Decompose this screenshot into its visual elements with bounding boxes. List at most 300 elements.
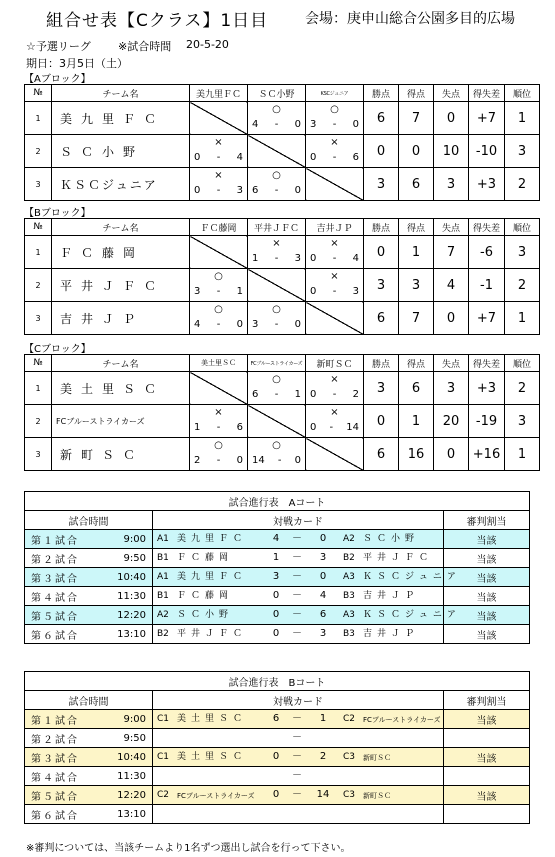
score-for: 0 <box>310 152 317 163</box>
match-row <box>25 530 530 549</box>
team-rank: 1 <box>505 302 540 335</box>
score-sep: - <box>332 119 337 130</box>
team1-name: ＦＣ藤岡 <box>177 591 234 601</box>
col-gd: 得失差 <box>469 85 505 102</box>
col-gd: 得失差 <box>469 355 505 372</box>
schedule-title: 試合進行表 Aコート <box>25 492 530 511</box>
block-table <box>24 84 540 201</box>
match-number: 第６試合 <box>25 805 103 824</box>
score-against: 0 <box>294 185 301 196</box>
schedule-table <box>24 671 530 824</box>
team-no: 3 <box>25 302 52 335</box>
score-for: 3 <box>252 319 259 330</box>
result-mark: × <box>214 407 223 418</box>
match-card <box>153 568 461 587</box>
result-mark: ○ <box>214 440 223 451</box>
team-row <box>25 135 540 168</box>
score-dash: － <box>292 628 302 639</box>
team1-score: 0 <box>272 609 280 620</box>
team-points: 6 <box>364 302 399 335</box>
team2-code: B3 <box>343 591 355 601</box>
team1-name: 平井ＪＦＣ <box>177 629 248 639</box>
score-dash: － <box>292 732 302 743</box>
team1-name: ＦＣ藤岡 <box>177 553 234 563</box>
venue-label: 会場：庚申山総合公園多目的広場 <box>305 11 515 27</box>
team-gd: -10 <box>469 135 505 168</box>
self-match-cell <box>190 102 248 135</box>
team2-name: 平井ＪＦＣ <box>363 553 434 563</box>
col-ga: 失点 <box>434 85 469 102</box>
score-sep: - <box>332 286 337 297</box>
team-row <box>25 372 540 405</box>
score-against: 4 <box>236 152 243 163</box>
result-mark: × <box>330 238 339 249</box>
team-gf: 3 <box>399 269 434 302</box>
score-against: 4 <box>352 253 359 264</box>
result-mark: ○ <box>272 104 281 115</box>
team2-score: 0 <box>319 533 327 544</box>
score-dash: － <box>292 751 302 762</box>
score-against: 1 <box>236 286 243 297</box>
header-ref: 審判割当 <box>444 511 530 530</box>
col-opponent: 新町ＳＣ <box>306 355 364 372</box>
team2-code: B3 <box>343 629 355 639</box>
result-mark: ○ <box>272 304 281 315</box>
team-ga: 7 <box>434 236 469 269</box>
score-for: 1 <box>194 422 201 433</box>
team2-score: 0 <box>319 571 327 582</box>
referee: 当該 <box>444 606 530 625</box>
col-no: № <box>25 85 52 102</box>
self-match-cell <box>306 168 364 201</box>
match-card <box>153 805 444 824</box>
team-gd: +3 <box>469 372 505 405</box>
score-for: 0 <box>194 152 201 163</box>
team-points: 3 <box>364 168 399 201</box>
team-ga: 0 <box>434 302 469 335</box>
self-match-cell <box>306 438 364 471</box>
match-time: 9:00 <box>103 710 153 729</box>
page-title: 組合せ表【Cクラス】1日目 <box>46 11 269 31</box>
team-gf: 7 <box>399 302 434 335</box>
result-cell <box>248 372 306 405</box>
score-against: 0 <box>352 119 359 130</box>
referee: 当該 <box>444 530 530 549</box>
team-rank: 2 <box>505 168 540 201</box>
team2-score: 6 <box>319 609 327 620</box>
result-mark: × <box>330 407 339 418</box>
match-card <box>153 587 444 606</box>
team-gd: -19 <box>469 405 505 438</box>
team-no: 3 <box>25 438 52 471</box>
referee: 当該 <box>444 549 530 568</box>
team1-name: ＳＣ小野 <box>177 610 234 620</box>
score-dash: － <box>292 713 302 724</box>
score-sep: - <box>274 319 279 330</box>
result-cell <box>248 302 306 335</box>
score-sep: - <box>216 455 221 466</box>
score-dash: － <box>292 789 302 800</box>
result-mark: × <box>330 374 339 385</box>
team-rank: 2 <box>505 372 540 405</box>
header-card: 対戦カード <box>153 511 444 530</box>
score-for: 0 <box>310 253 317 264</box>
team2-score: 1 <box>319 713 327 724</box>
score-for: 14 <box>252 455 265 466</box>
result-cell <box>190 438 248 471</box>
team-rank: 2 <box>505 269 540 302</box>
score-against: 6 <box>352 152 359 163</box>
score-for: 2 <box>194 455 201 466</box>
result-mark: ○ <box>214 271 223 282</box>
score-against: 6 <box>236 422 243 433</box>
result-mark: × <box>214 170 223 181</box>
team-gd: +16 <box>469 438 505 471</box>
match-number: 第４試合 <box>25 587 103 606</box>
referee <box>444 767 530 786</box>
col-team: チーム名 <box>52 219 190 236</box>
team-name: FCブルーストライカーズ <box>52 405 190 438</box>
referee: 当該 <box>444 587 530 606</box>
col-opponent: 吉井ＪＰ <box>306 219 364 236</box>
team1-code: A2 <box>157 610 169 620</box>
team1-score: 0 <box>272 628 280 639</box>
team2-name: ＫＳＣジュニア <box>363 610 461 620</box>
score-against: 0 <box>236 455 243 466</box>
match-card <box>153 748 444 767</box>
score-for: 4 <box>252 119 259 130</box>
team1-code: A1 <box>157 534 169 544</box>
team1-code: B1 <box>157 591 169 601</box>
score-for: 3 <box>194 286 201 297</box>
team1-score: 4 <box>272 533 280 544</box>
team1-score: 0 <box>272 789 280 800</box>
match-row <box>25 606 530 625</box>
team-points: 6 <box>364 102 399 135</box>
result-mark: × <box>214 137 223 148</box>
col-no: № <box>25 355 52 372</box>
score-against: 14 <box>346 422 359 433</box>
team-name: ＳＣ小野 <box>52 135 190 168</box>
score-sep: - <box>216 152 221 163</box>
team2-score: 3 <box>319 628 327 639</box>
team1-score: 6 <box>272 713 280 724</box>
match-number: 第１試合 <box>25 530 103 549</box>
score-sep: - <box>332 152 337 163</box>
header-card: 対戦カード <box>153 691 444 710</box>
team-gf: 6 <box>399 372 434 405</box>
team-ga: 0 <box>434 438 469 471</box>
team-rank: 3 <box>505 236 540 269</box>
score-against: 1 <box>294 389 301 400</box>
self-match-cell <box>190 236 248 269</box>
score-sep: - <box>274 119 279 130</box>
self-match-cell <box>248 135 306 168</box>
col-opponent: 美土里ＳＣ <box>190 355 248 372</box>
score-dash: － <box>292 609 302 620</box>
team2-name: ＳＣ小野 <box>363 534 420 544</box>
match-time: 11:30 <box>103 587 153 606</box>
team2-name: FCブルーストライカーズ <box>363 716 441 724</box>
match-card <box>153 625 444 644</box>
team-no: 1 <box>25 102 52 135</box>
match-number: 第３試合 <box>25 748 103 767</box>
team2-code: B2 <box>343 553 355 563</box>
match-number: 第５試合 <box>25 606 103 625</box>
result-cell <box>190 168 248 201</box>
match-time: 10:40 <box>103 568 153 587</box>
col-rank: 順位 <box>505 85 540 102</box>
team-rank: 1 <box>505 102 540 135</box>
score-for: 0 <box>310 422 317 433</box>
team-ga: 4 <box>434 269 469 302</box>
block-label: 【Cブロック】 <box>24 344 91 355</box>
team2-name: 吉井ＪＰ <box>363 629 420 639</box>
result-mark: × <box>272 238 281 249</box>
team2-name: 吉井ＪＰ <box>363 591 420 601</box>
result-cell <box>306 102 364 135</box>
team-rank: 3 <box>505 405 540 438</box>
team-gf: 0 <box>399 135 434 168</box>
team-no: 1 <box>25 372 52 405</box>
match-number: 第３試合 <box>25 568 103 587</box>
score-sep: - <box>274 389 279 400</box>
block-table <box>24 218 540 335</box>
self-match-cell <box>248 269 306 302</box>
team-row <box>25 236 540 269</box>
match-time: 11:30 <box>103 767 153 786</box>
team-gf: 1 <box>399 405 434 438</box>
team-rank: 1 <box>505 438 540 471</box>
team-ga: 0 <box>434 102 469 135</box>
score-for: 6 <box>252 185 259 196</box>
result-cell <box>306 405 364 438</box>
referee: 当該 <box>444 748 530 767</box>
result-cell <box>248 438 306 471</box>
match-number: 第２試合 <box>25 549 103 568</box>
team2-name: 新町ＳＣ <box>363 792 391 800</box>
header-time: 試合時間 <box>25 691 153 710</box>
match-number: 第１試合 <box>25 710 103 729</box>
team-ga: 3 <box>434 372 469 405</box>
result-mark: × <box>330 137 339 148</box>
team-row <box>25 168 540 201</box>
result-mark: ○ <box>272 374 281 385</box>
team1-code: C1 <box>157 714 170 724</box>
team-name: 平井ＪＦＣ <box>52 269 190 302</box>
result-cell <box>248 236 306 269</box>
col-opponent: ＦＣ藤岡 <box>190 219 248 236</box>
match-time: 9:00 <box>103 530 153 549</box>
result-mark: ○ <box>214 304 223 315</box>
team1-code: B1 <box>157 553 169 563</box>
score-against: 3 <box>294 253 301 264</box>
match-card <box>153 530 444 549</box>
team-points: 0 <box>364 405 399 438</box>
team2-score: 4 <box>319 590 327 601</box>
match-row <box>25 805 530 824</box>
team2-code: C3 <box>343 790 356 800</box>
team-name: 美土里ＳＣ <box>52 372 190 405</box>
match-card <box>153 606 461 625</box>
result-cell <box>248 102 306 135</box>
score-dash: － <box>292 552 302 563</box>
result-cell <box>190 269 248 302</box>
match-time: 13:10 <box>103 625 153 644</box>
score-against: 0 <box>236 319 243 330</box>
team-no: 2 <box>25 405 52 438</box>
result-mark: ○ <box>330 104 339 115</box>
col-rank: 順位 <box>505 219 540 236</box>
team-gf: 7 <box>399 102 434 135</box>
score-sep: - <box>216 185 221 196</box>
referee: 当該 <box>444 625 530 644</box>
col-team: チーム名 <box>52 85 190 102</box>
referee <box>444 805 530 824</box>
match-card <box>153 710 444 729</box>
score-sep: - <box>216 422 221 433</box>
team-no: 1 <box>25 236 52 269</box>
score-dash: － <box>292 571 302 582</box>
date-label: 期日：3月5日（土） <box>26 57 128 70</box>
match-row <box>25 729 530 748</box>
col-no: № <box>25 219 52 236</box>
match-card <box>153 767 444 786</box>
team-no: 3 <box>25 168 52 201</box>
result-cell <box>306 236 364 269</box>
score-sep: - <box>277 455 282 466</box>
col-points: 勝点 <box>364 355 399 372</box>
score-for: 0 <box>194 185 201 196</box>
team1-code: C1 <box>157 752 170 762</box>
match-row <box>25 568 530 587</box>
team-no: 2 <box>25 269 52 302</box>
team-rank: 3 <box>505 135 540 168</box>
team-ga: 20 <box>434 405 469 438</box>
result-cell <box>248 168 306 201</box>
match-row <box>25 587 530 606</box>
footnote: ※審判については、当該チームより1名ずつ選出し試合を行って下さい。 <box>26 843 351 854</box>
result-cell <box>306 269 364 302</box>
col-opponent: ＳＣ小野 <box>248 85 306 102</box>
match-time: 13:10 <box>103 805 153 824</box>
self-match-cell <box>248 405 306 438</box>
team2-score: 3 <box>319 552 327 563</box>
result-mark: × <box>330 271 339 282</box>
match-number: 第５試合 <box>25 786 103 805</box>
team-gf: 6 <box>399 168 434 201</box>
score-for: 6 <box>252 389 259 400</box>
score-for: 3 <box>310 119 317 130</box>
match-time: 12:20 <box>103 786 153 805</box>
team-row <box>25 302 540 335</box>
match-row <box>25 786 530 805</box>
match-time: 9:50 <box>103 729 153 748</box>
league-label: ☆予選リーグ <box>26 40 91 53</box>
score-for: 4 <box>194 319 201 330</box>
match-time: 12:20 <box>103 606 153 625</box>
team-points: 3 <box>364 372 399 405</box>
team1-code: A1 <box>157 572 169 582</box>
score-against: 2 <box>352 389 359 400</box>
match-card <box>153 786 444 805</box>
score-sep: - <box>329 422 334 433</box>
team1-score: 0 <box>272 590 280 601</box>
block-table <box>24 354 540 471</box>
team1-name: 美九里ＦＣ <box>177 572 248 582</box>
self-match-cell <box>306 302 364 335</box>
match-row <box>25 767 530 786</box>
col-gf: 得点 <box>399 355 434 372</box>
score-sep: - <box>274 253 279 264</box>
team2-score: 2 <box>319 751 327 762</box>
team-gf: 16 <box>399 438 434 471</box>
match-time-label: ※試合時間 <box>118 40 172 53</box>
referee: 当該 <box>444 786 530 805</box>
header-ref: 審判割当 <box>444 691 530 710</box>
team1-code: B2 <box>157 629 169 639</box>
match-time-value: 20-5-20 <box>186 38 229 51</box>
team1-score: 0 <box>272 751 280 762</box>
col-points: 勝点 <box>364 85 399 102</box>
match-number: 第４試合 <box>25 767 103 786</box>
team1-score: 1 <box>272 552 280 563</box>
team2-code: C3 <box>343 752 356 762</box>
team-name: 吉井ＪＰ <box>52 302 190 335</box>
team-name: 新町ＳＣ <box>52 438 190 471</box>
schedule-title: 試合進行表 Bコート <box>25 672 530 691</box>
col-gd: 得失差 <box>469 219 505 236</box>
block-label: 【Aブロック】 <box>24 74 91 85</box>
team2-name: ＫＳＣジュニア <box>363 572 461 582</box>
team1-name: 美九里ＦＣ <box>177 534 248 544</box>
team-gd: +3 <box>469 168 505 201</box>
match-row <box>25 549 530 568</box>
score-for: 0 <box>310 389 317 400</box>
team-row <box>25 405 540 438</box>
result-cell <box>190 135 248 168</box>
team-points: 3 <box>364 269 399 302</box>
match-time: 10:40 <box>103 748 153 767</box>
col-opponent: 美九里ＦＣ <box>190 85 248 102</box>
score-for: 0 <box>310 286 317 297</box>
team1-name: FCブルーストライカーズ <box>177 792 255 800</box>
team-points: 0 <box>364 236 399 269</box>
team-name: ＫＳＣジュニア <box>52 168 190 201</box>
team2-code: A3 <box>343 572 355 582</box>
referee: 当該 <box>444 568 530 587</box>
match-time: 9:50 <box>103 549 153 568</box>
team1-score: 3 <box>272 571 280 582</box>
result-cell <box>190 302 248 335</box>
col-gf: 得点 <box>399 85 434 102</box>
team-gd: -6 <box>469 236 505 269</box>
team2-code: C2 <box>343 714 356 724</box>
score-against: 3 <box>352 286 359 297</box>
team2-code: A3 <box>343 610 355 620</box>
match-number: 第６試合 <box>25 625 103 644</box>
team1-code: C2 <box>157 790 170 800</box>
score-sep: - <box>332 389 337 400</box>
referee: 当該 <box>444 710 530 729</box>
team-row <box>25 269 540 302</box>
team-name: 美九里ＦＣ <box>52 102 190 135</box>
team-gd: +7 <box>469 102 505 135</box>
match-row <box>25 625 530 644</box>
block-label: 【Bブロック】 <box>24 208 91 219</box>
self-match-cell <box>190 372 248 405</box>
result-cell <box>190 405 248 438</box>
